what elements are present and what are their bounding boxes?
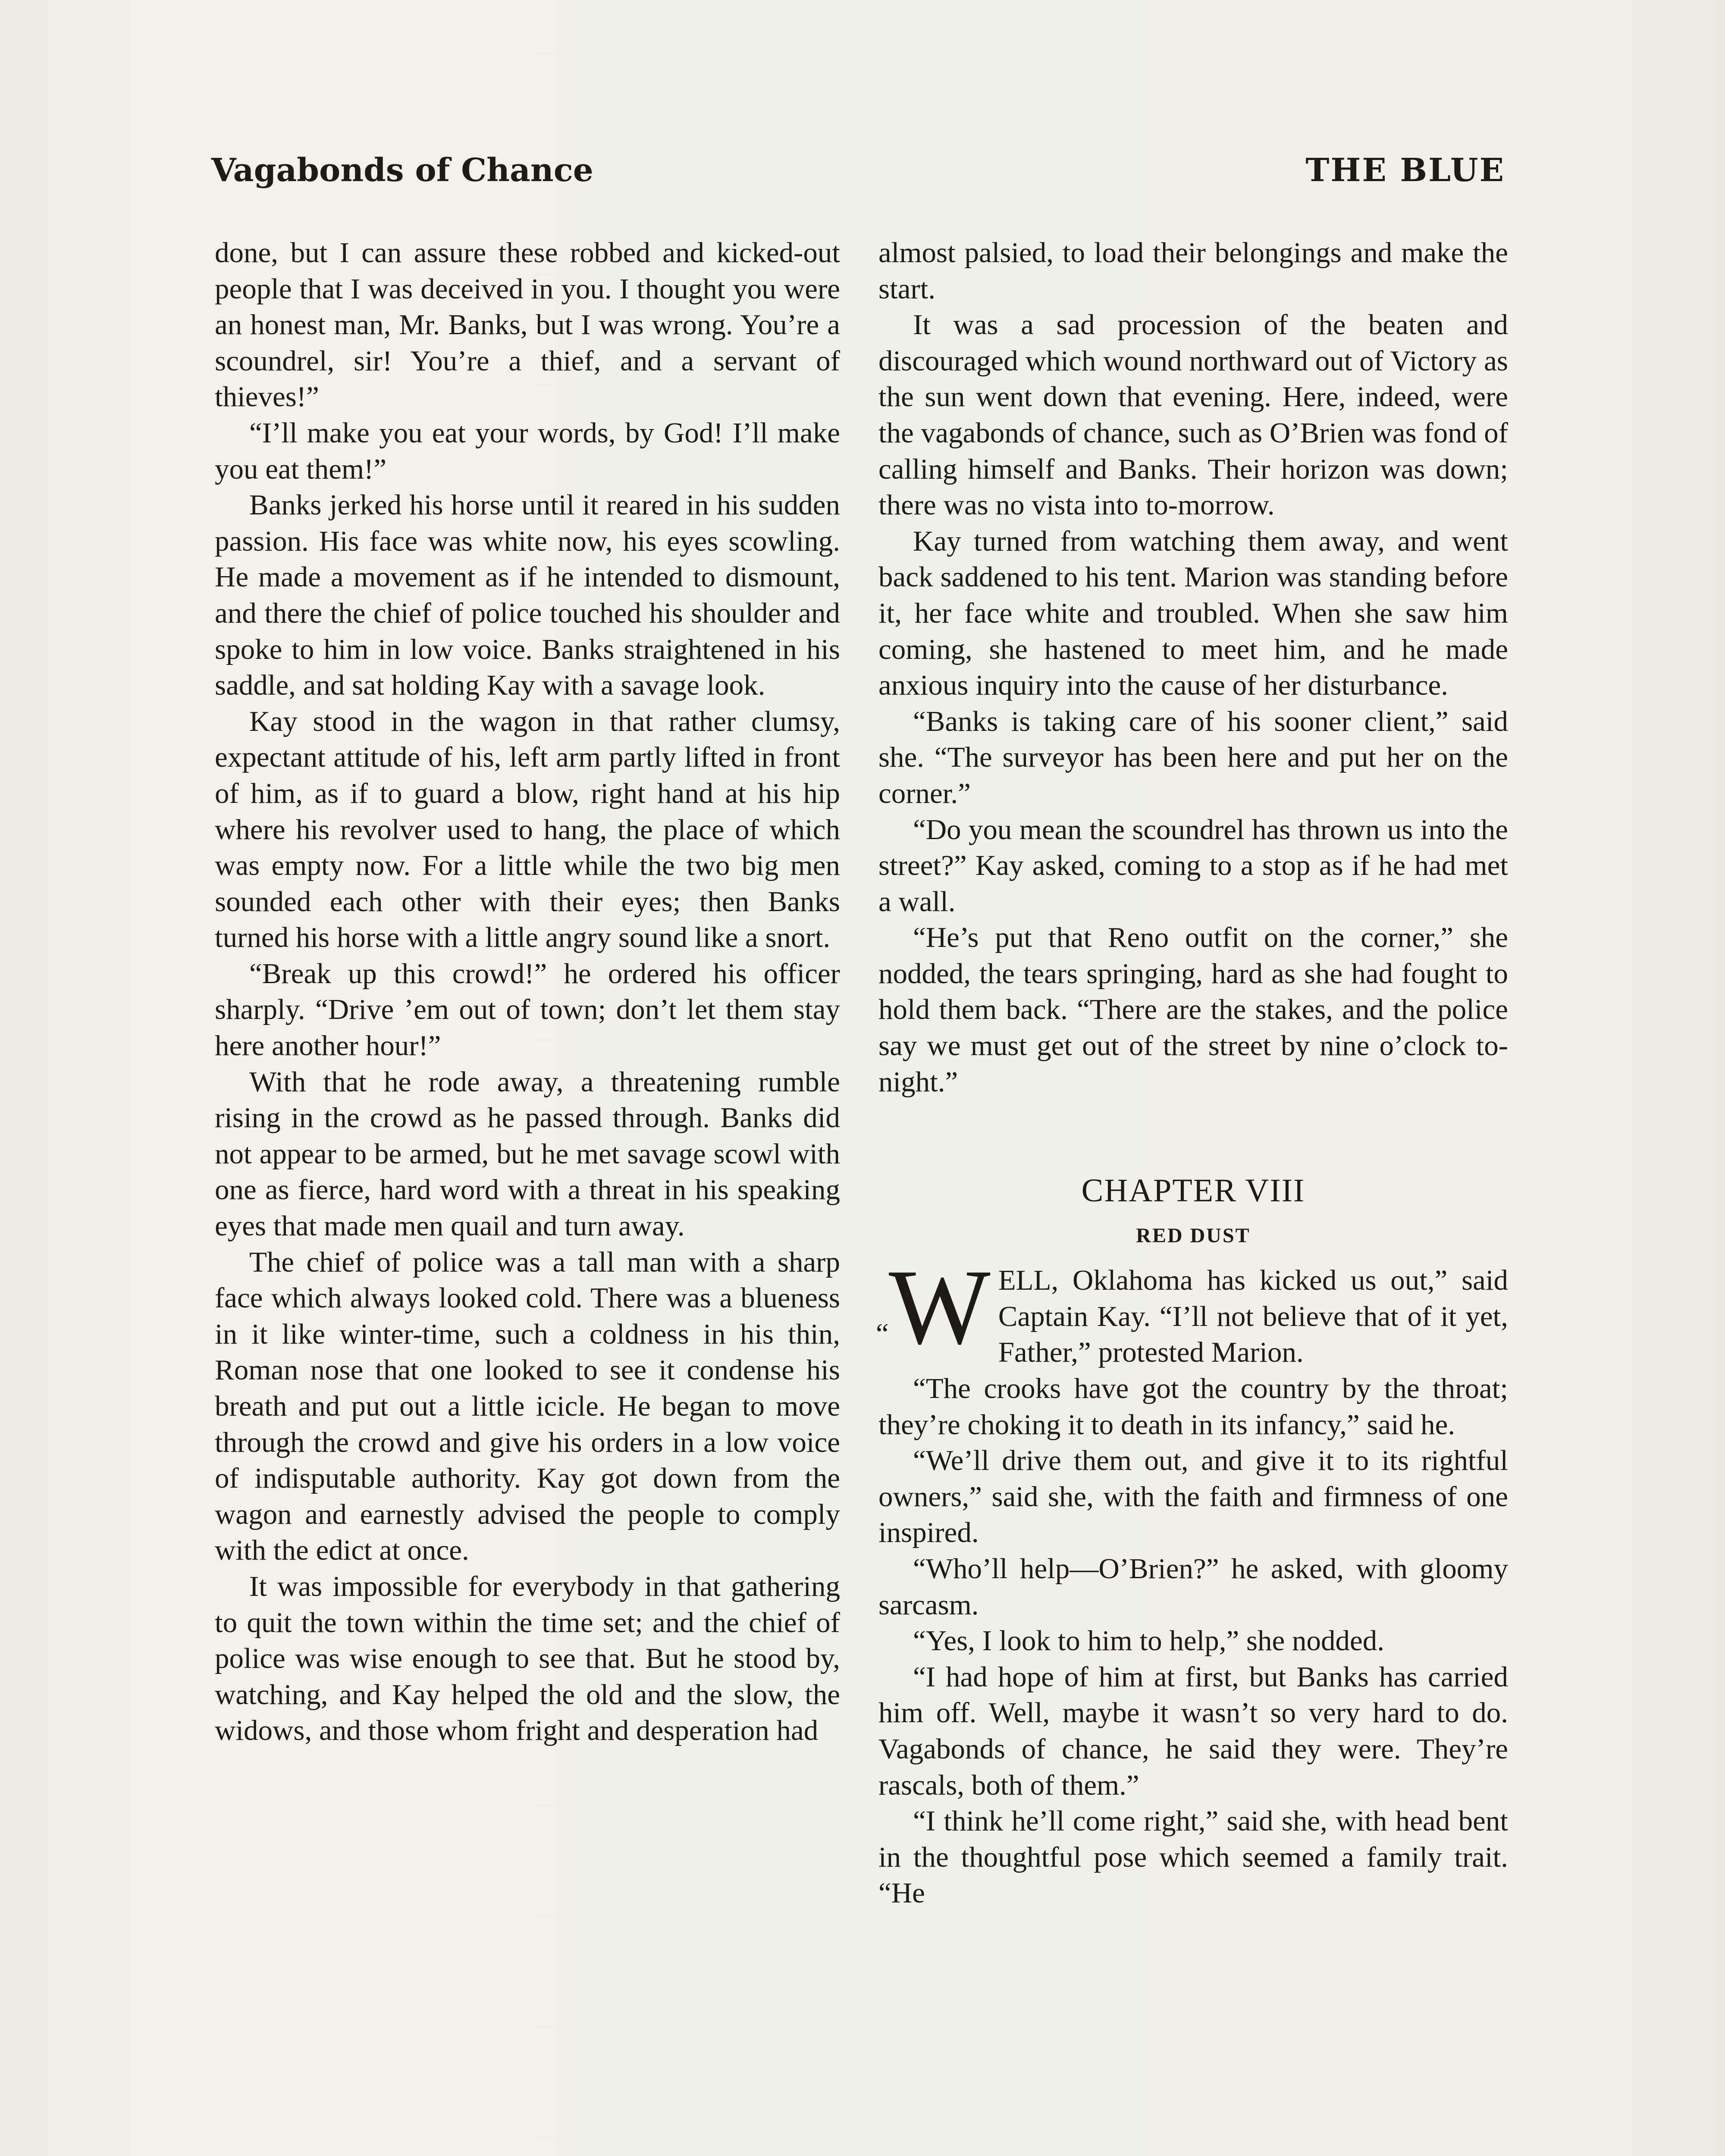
chapter-opening-paragraph	[876, 1247, 1508, 1371]
paragraph: “He’s put that Reno outfit on the corner,” she nodded, the tears springing, hard as she had fought to hold them back. “There are the stakes, and the police say we must get out of the street by nine o’clock to-night.”	[878, 921, 1508, 1098]
paragraph: With that he rode away, a threatening rumble rising in the crowd as he passed through. Banks did not appear to be armed, but he met savage scowl with one as fierce, hard word with a threat in his speaking eyes that made men quail and turn away.	[215, 1065, 840, 1242]
paragraph: “Who’ll help—O’Brien?” he asked, with gloomy sarcasm.	[878, 1553, 1508, 1621]
paragraph: “Break up this crowd!” he ordered his officer sharply. “Drive ’em out of town; don’t let them stay here another hour!”	[215, 957, 840, 1062]
left-text-column	[215, 235, 840, 1749]
paragraph: Kay stood in the wagon in that rather clumsy, expectant attitude of his, left arm partly lifted in front of him, as if to guard a blow, right hand at his hip where his revolver used to hang, the place of which was empty now. For a little while the two big men sounded each other with their eyes; then Banks turned his horse with a little angry sound like a snort.	[215, 705, 840, 954]
paragraph: “I’ll make you eat your words, by God! I’ll make you eat them!”	[215, 417, 840, 485]
paragraph: “I think he’ll come right,” said she, with head bent in the thoughtful pose which seemed a family trait. “He	[878, 1805, 1508, 1909]
paragraph: “Yes, I look to him to help,” she nodded.	[913, 1625, 1385, 1657]
running-head-title: Vagabonds of Chance	[211, 152, 593, 189]
right-text-column	[878, 235, 1508, 1912]
paragraph: “We’ll drive them out, and give it to its rightful owners,” said she, with the faith and firmness of one inspired.	[878, 1445, 1508, 1549]
paragraph: “I had hope of him at first, but Banks has carried him off. Well, maybe it wasn’t so very hard to do. Vagabonds of chance, he said they were. They’re rascals, both of them.”	[878, 1661, 1508, 1801]
drop-cap	[876, 1247, 991, 1367]
chapter-subtitle: RED DUST	[1136, 1224, 1251, 1247]
paragraph: It was a sad procession of the beaten and discouraged which wound northward out of Victory as the sun went down that evening. Here, indeed, were the vagabonds of chance, such as O’Brien was fond of calling himself and Banks. Their horizon was down; there was no vista into to-morrow.	[878, 309, 1508, 521]
paragraph: Banks jerked his horse until it reared in his sudden passion. His face was white now, his eyes scowling. He made a movement as if he intended to dismount, and there the chief of police touched his shoulder and spoke to him in low voice. Banks straightened in his saddle, and sat holding Kay with a savage look.	[215, 489, 840, 702]
paragraph: “Banks is taking care of his sooner client,” said she. “The surveyor has been here and put her on the corner.”	[878, 705, 1508, 809]
paragraph: The chief of police was a tall man with a sharp face which always looked cold. There was a blueness in it like winter-time, such a coldness in his thin, Roman nose that one looked to see it condense his breath and put out a little icicle. He began to move through the crowd and give his orders in a low voice of indisputable authority. Kay got down from the wagon and earnestly advised the people to comply with the edict at once.	[215, 1246, 840, 1567]
drop-cap-letter: W	[888, 1247, 991, 1367]
opening-text: ELL, Oklahoma has kicked us out,” said Captain Kay. “I’ll not believe that of it yet, Father,” protested Marion.	[998, 1264, 1508, 1369]
paragraph: “The crooks have got the country by the throat; they’re choking it to death in its infancy,” said he.	[878, 1373, 1508, 1441]
running-head-magazine: THE BLUE	[1305, 152, 1505, 189]
paragraph: “Do you mean the scoundrel has thrown us into the street?” Kay asked, coming to a stop as if he had met a wall.	[878, 813, 1508, 918]
paragraph: done, but I can assure these robbed and kicked-out people that I was deceived in you. I thought you were an honest man, Mr. Banks, but I was wrong. You’re a scoundrel, sir! You’re a thief, and a servant of thieves!”	[215, 237, 840, 413]
drop-cap-quote: “	[876, 1318, 889, 1350]
paragraph: It was impossible for everybody in that gathering to quit the town within the time set; and the chief of police was wise enough to see that. But he stood by, watching, and Kay helped the old and the slow, the widows, and those whom fright and desperation had	[215, 1570, 840, 1747]
paragraph: Kay turned from watching them away, and went back saddened to his tent. Marion was standing before it, her face white and troubled. When she saw him coming, she hastened to meet him, and he made anxious inquiry into the cause of her disturbance.	[878, 525, 1508, 702]
chapter-heading: CHAPTER VIII	[1081, 1172, 1305, 1209]
paragraph: almost palsied, to load their belongings and make the start.	[878, 237, 1508, 305]
